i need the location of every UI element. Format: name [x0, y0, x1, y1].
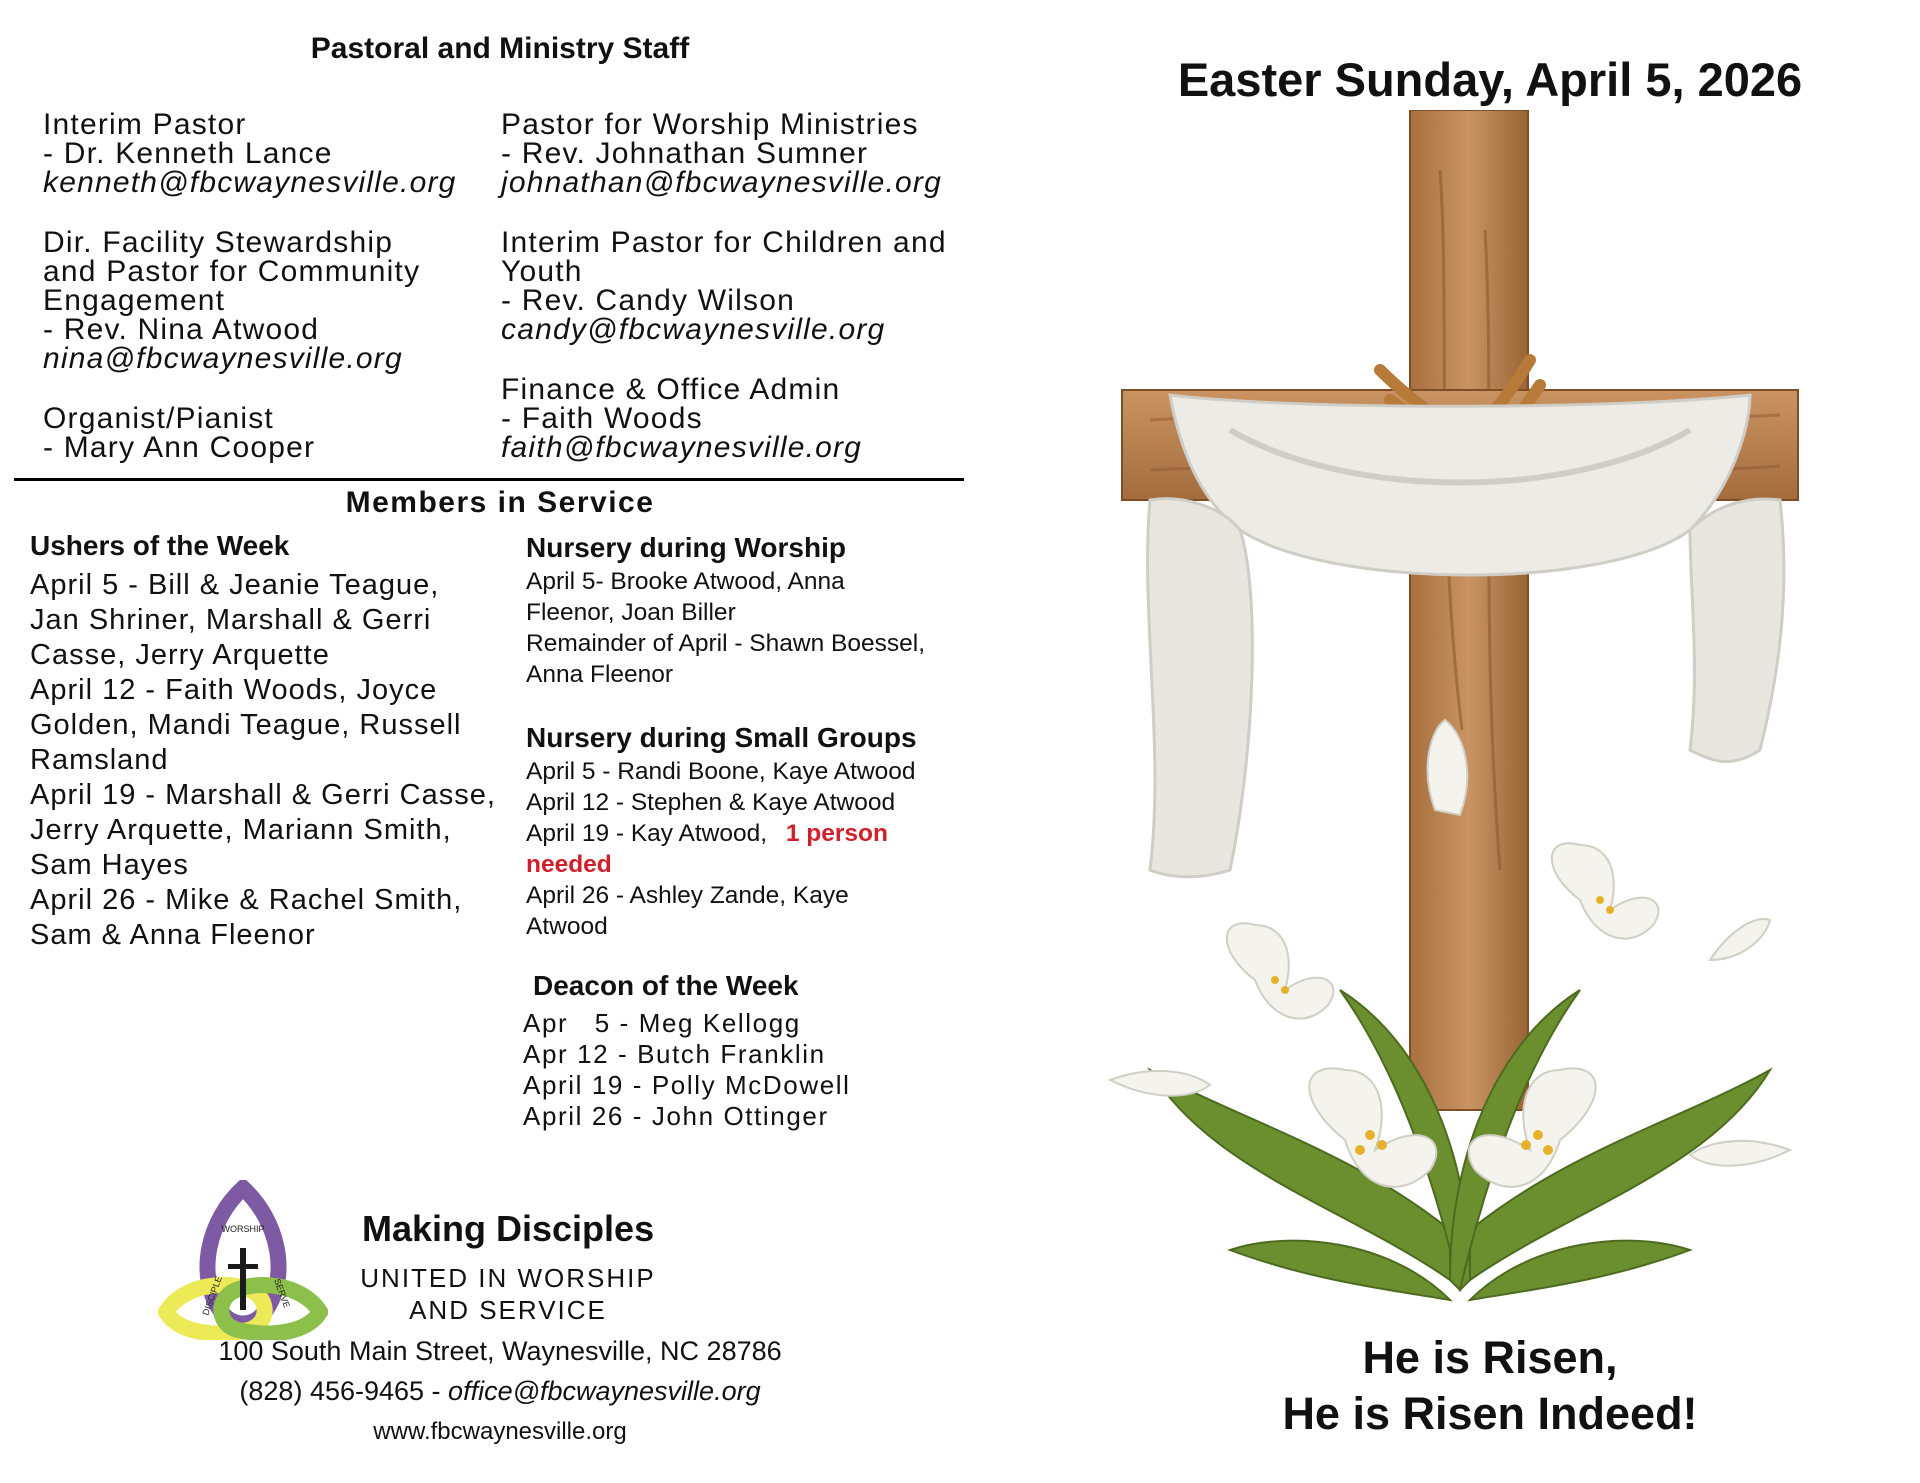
list-item: [526, 818, 996, 849]
staff-name: - Dr. Kenneth Lance: [43, 137, 333, 170]
cover-tagline-line: He is Risen Indeed!: [1282, 1388, 1698, 1439]
cross-vertical-beam: [1410, 110, 1528, 1110]
footer-address: 100 South Main Street, Waynesville, NC 28786: [218, 1336, 782, 1366]
needed-label: 1 person: [785, 820, 888, 847]
list-item: April 26 - Ashley Zande, Kaye: [526, 882, 849, 909]
list-item: Apr 5 - Meg Kellogg: [523, 1008, 801, 1038]
list-item: Apr 12 - Butch Franklin: [523, 1039, 826, 1069]
staff-left-column: [43, 110, 513, 493]
list-item: Jerry Arquette, Mariann Smith,: [30, 814, 452, 846]
cover-title: Easter Sunday, April 5, 2026: [1177, 53, 1803, 106]
footer-title: Making Disciples: [362, 1208, 655, 1249]
cross-with-lilies-illustration: [1090, 110, 1810, 1320]
list-item: April 12 - Faith Woods, Joyce: [30, 674, 438, 706]
list-item-text: April 19 - Kay Atwood,: [526, 820, 768, 847]
nursery-groups-heading: Nursery during Small Groups: [526, 722, 917, 753]
members-heading: Members in Service: [345, 486, 655, 519]
cross-icon-bar: [228, 1264, 258, 1269]
footer-subtitle-line: AND SERVICE: [409, 1295, 607, 1325]
shroud-left-hang: [1148, 499, 1253, 877]
nursery-worship-section: [526, 532, 996, 690]
staff-role: Pastor for Worship Ministries: [501, 108, 919, 141]
staff-entry-facility: [43, 228, 513, 373]
nursery-worship-heading: Nursery during Worship: [526, 532, 846, 563]
staff-name: - Mary Ann Cooper: [43, 431, 316, 464]
cover-tagline: [1060, 1330, 1920, 1442]
staff-right-column: [501, 110, 981, 493]
staff-entry-organist: [43, 404, 513, 462]
nursery-worship-list: [526, 566, 996, 690]
staff-email[interactable]: candy@fbcwaynesville.org: [501, 313, 886, 346]
list-item: Fleenor, Joan Biller: [526, 599, 736, 626]
staff-role: Youth: [501, 255, 583, 288]
trinity-logo: [158, 1180, 328, 1340]
shroud-right-hang: [1690, 499, 1784, 762]
deacon-list: [523, 1008, 993, 1132]
staff-name: - Rev. Candy Wilson: [501, 284, 795, 317]
staff-entry-children-pastor: [501, 228, 981, 344]
footer-contact: [0, 1376, 1000, 1407]
cover-tagline-line: He is Risen,: [1362, 1332, 1618, 1383]
staff-email[interactable]: faith@fbcwaynesville.org: [501, 431, 863, 464]
footer-subtitle-line: UNITED IN WORSHIP: [360, 1263, 656, 1293]
list-item: Anna Fleenor: [526, 661, 674, 688]
staff-entry-interim-pastor: [43, 110, 513, 197]
logo-word: WORSHIP: [221, 1224, 265, 1234]
nursery-groups-section: [526, 722, 996, 942]
list-item: April 26 - Mike & Rachel Smith,: [30, 884, 463, 916]
staff-heading: Pastoral and Ministry Staff: [310, 32, 690, 65]
ushers-heading: Ushers of the Week: [30, 530, 290, 561]
nursery-groups-list: [526, 756, 996, 942]
footer-email-link[interactable]: office@fbcwaynesville.org: [448, 1376, 761, 1406]
staff-role: Interim Pastor: [43, 108, 247, 141]
cross-icon: [240, 1248, 246, 1310]
logo-word: SERVE: [272, 1277, 292, 1310]
list-item: April 26 - John Ottinger: [523, 1101, 829, 1131]
deacon-heading: Deacon of the Week: [533, 970, 799, 1001]
list-item: April 19 - Marshall & Gerri Casse,: [30, 779, 496, 811]
list-item: April 5 - Bill & Jeanie Teague,: [30, 569, 440, 601]
list-item: April 19 - Polly McDowell: [523, 1070, 851, 1100]
deacon-section: [523, 970, 993, 1132]
staff-role: and Pastor for Community: [43, 255, 421, 288]
ushers-section: [30, 530, 530, 953]
list-item: Atwood: [526, 913, 608, 940]
footer-subtitle: [358, 1262, 658, 1326]
list-item: Jan Shriner, Marshall & Gerri: [30, 604, 432, 636]
staff-email[interactable]: kenneth@fbcwaynesville.org: [43, 166, 457, 199]
needed-label: needed: [526, 851, 612, 878]
staff-entry-worship-pastor: [501, 110, 981, 197]
staff-entry-finance: [501, 375, 981, 462]
staff-role: Engagement: [43, 284, 226, 317]
staff-name: - Faith Woods: [501, 402, 703, 435]
staff-role: Finance & Office Admin: [501, 373, 841, 406]
list-item: April 5- Brooke Atwood, Anna: [526, 568, 845, 595]
staff-role: Dir. Facility Stewardship: [43, 226, 394, 259]
section-divider: [14, 478, 964, 481]
list-item: Ramsland: [30, 744, 169, 776]
list-item: April 12 - Stephen & Kaye Atwood: [526, 789, 896, 816]
list-item: Sam Hayes: [30, 849, 189, 881]
staff-role: Organist/Pianist: [43, 402, 274, 435]
staff-name: - Rev. Nina Atwood: [43, 313, 320, 346]
footer-website-link[interactable]: www.fbcwaynesville.org: [373, 1418, 627, 1445]
staff-email[interactable]: nina@fbcwaynesville.org: [43, 342, 403, 375]
list-item: Golden, Mandi Teague, Russell: [30, 709, 462, 741]
ushers-list: [30, 568, 530, 953]
staff-name: - Rev. Johnathan Sumner: [501, 137, 869, 170]
staff-email[interactable]: johnathan@fbcwaynesville.org: [501, 166, 942, 199]
list-item: April 5 - Randi Boone, Kaye Atwood: [526, 758, 916, 785]
staff-role: Interim Pastor for Children and: [501, 226, 947, 259]
footer-phone: (828) 456-9465 -: [239, 1376, 449, 1406]
logo-word: DISCIPLE: [200, 1274, 224, 1317]
list-item: Casse, Jerry Arquette: [30, 639, 330, 671]
list-item: Remainder of April - Shawn Boessel,: [526, 630, 925, 657]
list-item: Sam & Anna Fleenor: [30, 919, 316, 951]
